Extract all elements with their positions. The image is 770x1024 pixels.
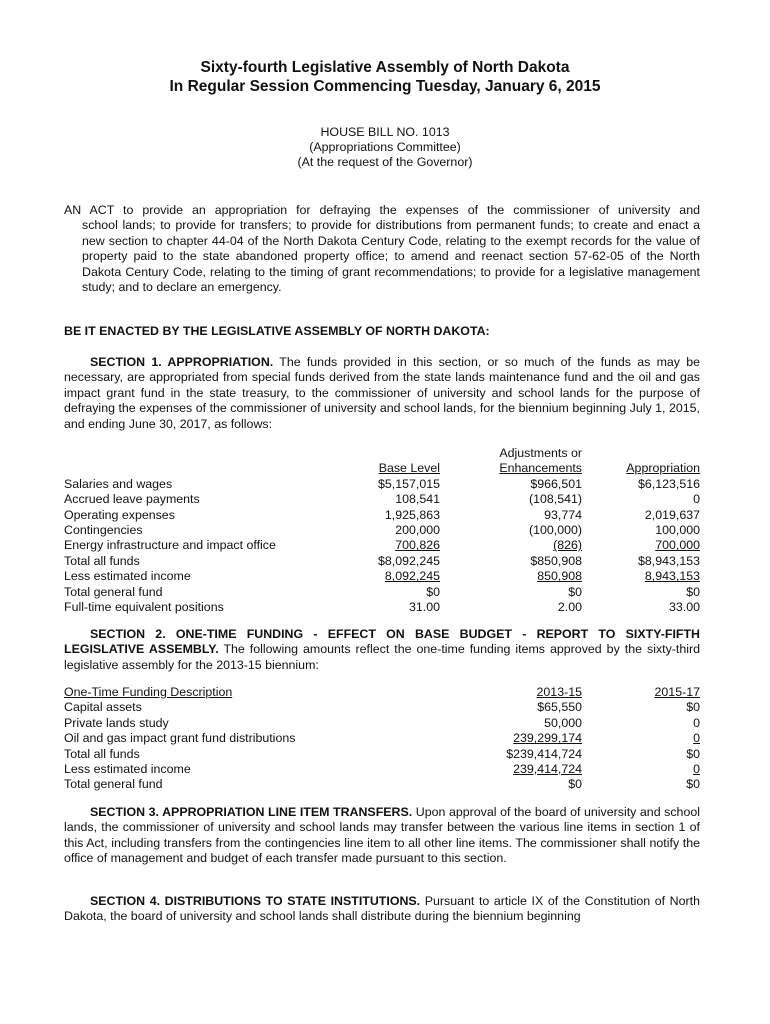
table-header-row bbox=[64, 685, 700, 700]
table-row bbox=[64, 716, 700, 731]
row-label: Private lands study bbox=[64, 715, 169, 730]
col-header-base-level: Base Level bbox=[378, 461, 440, 476]
section-4-paragraph bbox=[64, 894, 700, 925]
value-2013-15: 239,299,174 bbox=[513, 731, 582, 746]
row-label: Total all funds bbox=[64, 746, 140, 761]
section-4-heading: SECTION 4. DISTRIBUTIONS TO STATE INSTITUTIONS. bbox=[90, 894, 421, 908]
value-2015-17: $0 bbox=[686, 777, 700, 792]
col-header-enhancements: Enhancements bbox=[499, 461, 582, 476]
adjustment-value: (826) bbox=[553, 538, 582, 553]
session-title: In Regular Session Commencing Tuesday, January 6, 2015 bbox=[169, 78, 601, 95]
section-3-heading: SECTION 3. APPROPRIATION LINE ITEM TRANSFERS. bbox=[90, 805, 413, 819]
base-value: 8,092,245 bbox=[384, 569, 440, 584]
adjustment-value: 93,774 bbox=[544, 507, 582, 522]
adjustment-value: $966,501 bbox=[530, 476, 582, 491]
col-header-description: One-Time Funding Description bbox=[64, 685, 233, 699]
row-label: Less estimated income bbox=[64, 762, 191, 777]
enacting-clause: BE IT ENACTED BY THE LEGISLATIVE ASSEMBLY OF NORTH DAKOTA: bbox=[64, 324, 490, 338]
col-header-2013-15: 2013-15 bbox=[536, 685, 582, 699]
act-title-continuation: school lands; to provide for transfers; to provide for distributions from permanent funds; to create and enact a new section to chapter 44-04 of the North Dakota Century Code, relating to the exempt records for the value of property paid to the state abandoned property office; to amend and reenact section 57-62-05 of the North Dakota Century Code, relating to the timing of grant recommendations; to provide for a legislative management study; and to declare an emergency. bbox=[82, 218, 700, 295]
appropriation-value: 2,019,637 bbox=[644, 507, 700, 522]
table-row bbox=[64, 554, 700, 569]
base-value: 108,541 bbox=[395, 492, 440, 507]
assembly-title: Sixty-fourth Legislative Assembly of North Dakota bbox=[200, 59, 570, 76]
table-row bbox=[64, 762, 700, 777]
section-2-text: The following amounts reflect the one-time funding items approved by the sixty-third legislative assembly for the 2013-15 biennium: bbox=[64, 642, 701, 672]
act-title bbox=[64, 203, 700, 295]
value-2015-17: 0 bbox=[693, 762, 700, 777]
table-row bbox=[64, 747, 700, 762]
appropriation-value: 700,000 bbox=[655, 538, 700, 553]
value-2015-17: 0 bbox=[693, 715, 700, 730]
table-row bbox=[64, 600, 700, 615]
appropriation-value: $6,123,516 bbox=[637, 476, 700, 491]
table-row bbox=[64, 585, 700, 600]
value-2015-17: 0 bbox=[693, 731, 700, 746]
table-row bbox=[64, 777, 700, 792]
section-1-paragraph bbox=[64, 355, 700, 432]
table-header-row bbox=[64, 461, 700, 476]
table-row bbox=[64, 523, 700, 538]
section-2-paragraph bbox=[64, 627, 700, 673]
row-label: Oil and gas impact grant fund distributions bbox=[64, 731, 296, 746]
row-label: Capital assets bbox=[64, 700, 142, 715]
value-2013-15: 239,414,724 bbox=[513, 762, 582, 777]
value-2015-17: $0 bbox=[686, 700, 700, 715]
one-time-funding-table bbox=[64, 685, 700, 793]
value-2013-15: $65,550 bbox=[537, 700, 582, 715]
appropriation-value: 100,000 bbox=[655, 523, 700, 538]
row-label: Energy infrastructure and impact office bbox=[64, 538, 276, 553]
base-value: 31.00 bbox=[408, 600, 440, 615]
appropriation-value: $0 bbox=[686, 584, 700, 599]
adjustment-value: $850,908 bbox=[530, 553, 582, 568]
act-title-first-line: AN ACT to provide an appropriation for defraying the expenses of the commissioner of university and bbox=[64, 203, 700, 217]
committee: (Appropriations Committee) bbox=[309, 140, 461, 154]
row-label: Total all funds bbox=[64, 553, 140, 568]
col-header-appropriation: Appropriation bbox=[626, 461, 700, 476]
row-label: Total general fund bbox=[64, 584, 163, 599]
appropriation-table bbox=[64, 446, 700, 615]
appropriation-value: 33.00 bbox=[668, 600, 700, 615]
table-row bbox=[64, 538, 700, 553]
base-value: 700,826 bbox=[395, 538, 440, 553]
adjustment-value: 850,908 bbox=[537, 569, 582, 584]
table-row bbox=[64, 731, 700, 746]
table-row bbox=[64, 700, 700, 715]
row-label: Contingencies bbox=[64, 523, 143, 538]
adjustment-value: (100,000) bbox=[528, 523, 582, 538]
base-value: $5,157,015 bbox=[377, 476, 440, 491]
row-label: Salaries and wages bbox=[64, 476, 173, 491]
value-2015-17: $0 bbox=[686, 746, 700, 761]
value-2013-15: 50,000 bbox=[544, 715, 582, 730]
row-label: Less estimated income bbox=[64, 569, 191, 584]
section-4-text: Pursuant to article IX of the Constitution of North Dakota, the board of university and school lands shall distribute during the biennium beginning bbox=[64, 894, 700, 924]
appropriation-value: 0 bbox=[693, 492, 700, 507]
section-3-paragraph bbox=[64, 805, 700, 867]
adjustment-value: (108,541) bbox=[528, 492, 582, 507]
row-label: Full-time equivalent positions bbox=[64, 600, 224, 615]
table-row bbox=[64, 492, 700, 507]
bill-number: HOUSE BILL NO. 1013 bbox=[320, 125, 450, 139]
section-1-text: The funds provided in this section, or so much of the funds as may be necessary, are appropriated from special funds derived from the state lands maintenance fund and the oil and gas impact grant fund in the state treasury, to the commissioner of university and school lands for the purpose of defraying the expenses of the commissioner of university and school lands, for the biennium beginning July 1, 2015, and ending June 30, 2017, as follows: bbox=[64, 355, 700, 431]
table-row bbox=[64, 508, 700, 523]
row-label: Accrued leave payments bbox=[64, 492, 200, 507]
base-value: 200,000 bbox=[395, 523, 440, 538]
adjustment-value: $0 bbox=[568, 584, 582, 599]
value-2013-15: $239,414,724 bbox=[506, 746, 582, 761]
value-2013-15: $0 bbox=[568, 777, 582, 792]
base-value: $0 bbox=[426, 584, 440, 599]
row-label: Operating expenses bbox=[64, 507, 175, 522]
appropriation-value: 8,943,153 bbox=[644, 569, 700, 584]
section-1-heading: SECTION 1. APPROPRIATION. bbox=[90, 355, 274, 369]
table-header-row-top bbox=[64, 446, 700, 461]
adjustment-value: 2.00 bbox=[557, 600, 582, 615]
row-label: Total general fund bbox=[64, 777, 163, 792]
col-header-adjustments-top: Adjustments or bbox=[499, 446, 582, 460]
table-row bbox=[64, 569, 700, 584]
section-2-heading: SECTION 2. ONE-TIME FUNDING - EFFECT ON BASE BUDGET - REPORT TO SIXTY-FIFTH LEGISLATIVE ASSEMBLY. bbox=[64, 627, 700, 657]
base-value: 1,925,863 bbox=[384, 507, 440, 522]
request-line: (At the request of the Governor) bbox=[297, 155, 473, 169]
base-value: $8,092,245 bbox=[377, 553, 440, 568]
appropriation-value: $8,943,153 bbox=[637, 553, 700, 568]
table-row bbox=[64, 477, 700, 492]
section-3-text: Upon approval of the board of university and school lands, the commissioner of university and school lands may transfer between the various line items in section 1 of this Act, including transfers from the contingencies line item to all other line items. The commissioner shall notify the office of management and budget of each transfer made pursuant to this section. bbox=[64, 805, 700, 866]
col-header-2015-17: 2015-17 bbox=[654, 685, 700, 699]
